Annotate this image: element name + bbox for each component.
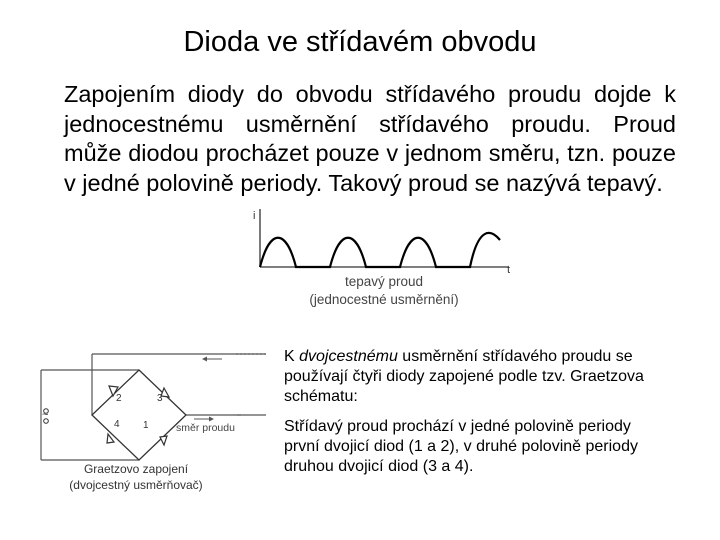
description-paragraph-1: K dvojcestnému usměrnění střídavého proudu se používají čtyři diody zapojené podle tzv. Graetzova schématu:: [284, 348, 644, 405]
arrow-left-icon: [202, 357, 207, 362]
x-axis-label: t: [507, 264, 511, 276]
diode-1-icon: [160, 436, 167, 445]
arrow-right-icon: [209, 417, 214, 422]
description-block: [284, 347, 664, 477]
description-paragraph-2: Střídavý proud prochází v jedné polovině periody první dvojicí diod (1 a 2), v druhé polovině periody druhou dvojicí diod (3 a 4).: [284, 418, 638, 475]
diode-label-3: 3: [157, 393, 163, 404]
diode-label-4: 4: [114, 419, 120, 430]
y-axis-label: i: [253, 210, 256, 222]
current-direction-label: směr proudu: [176, 422, 235, 434]
waveform-caption-line1: tepavý proud: [344, 274, 424, 289]
graetz-bridge-diagram: [36, 345, 286, 500]
graetz-caption-line1: Graetzovo zapojení: [83, 462, 189, 476]
waveform-curve: [260, 233, 500, 267]
diode-label-2: 2: [116, 393, 122, 404]
intro-paragraph: Zapojením diody do obvodu střídavého proudu dojde k jednocestnému usměrnění střídavého proudu. Proud může diodou procházet pouze v jednom směru, tzn. pouze v jedné polovině periody. Takový proud se nazývá tepavý.: [64, 81, 676, 196]
diode-label-1: 1: [143, 420, 149, 431]
intro-text: [64, 80, 676, 198]
graetz-caption-line2: (dvojcestný usměrňovač): [69, 478, 203, 492]
pulsating-current-graph: [250, 205, 520, 315]
italic-term: dvojcestnému: [299, 348, 398, 365]
waveform-caption-line2: (jednocestné usměrnění): [309, 292, 459, 307]
slide-title: Dioda ve střídavém obvodu: [183, 26, 537, 58]
bridge-diamond: [92, 370, 186, 460]
ac-source-label: ~: [42, 409, 49, 421]
